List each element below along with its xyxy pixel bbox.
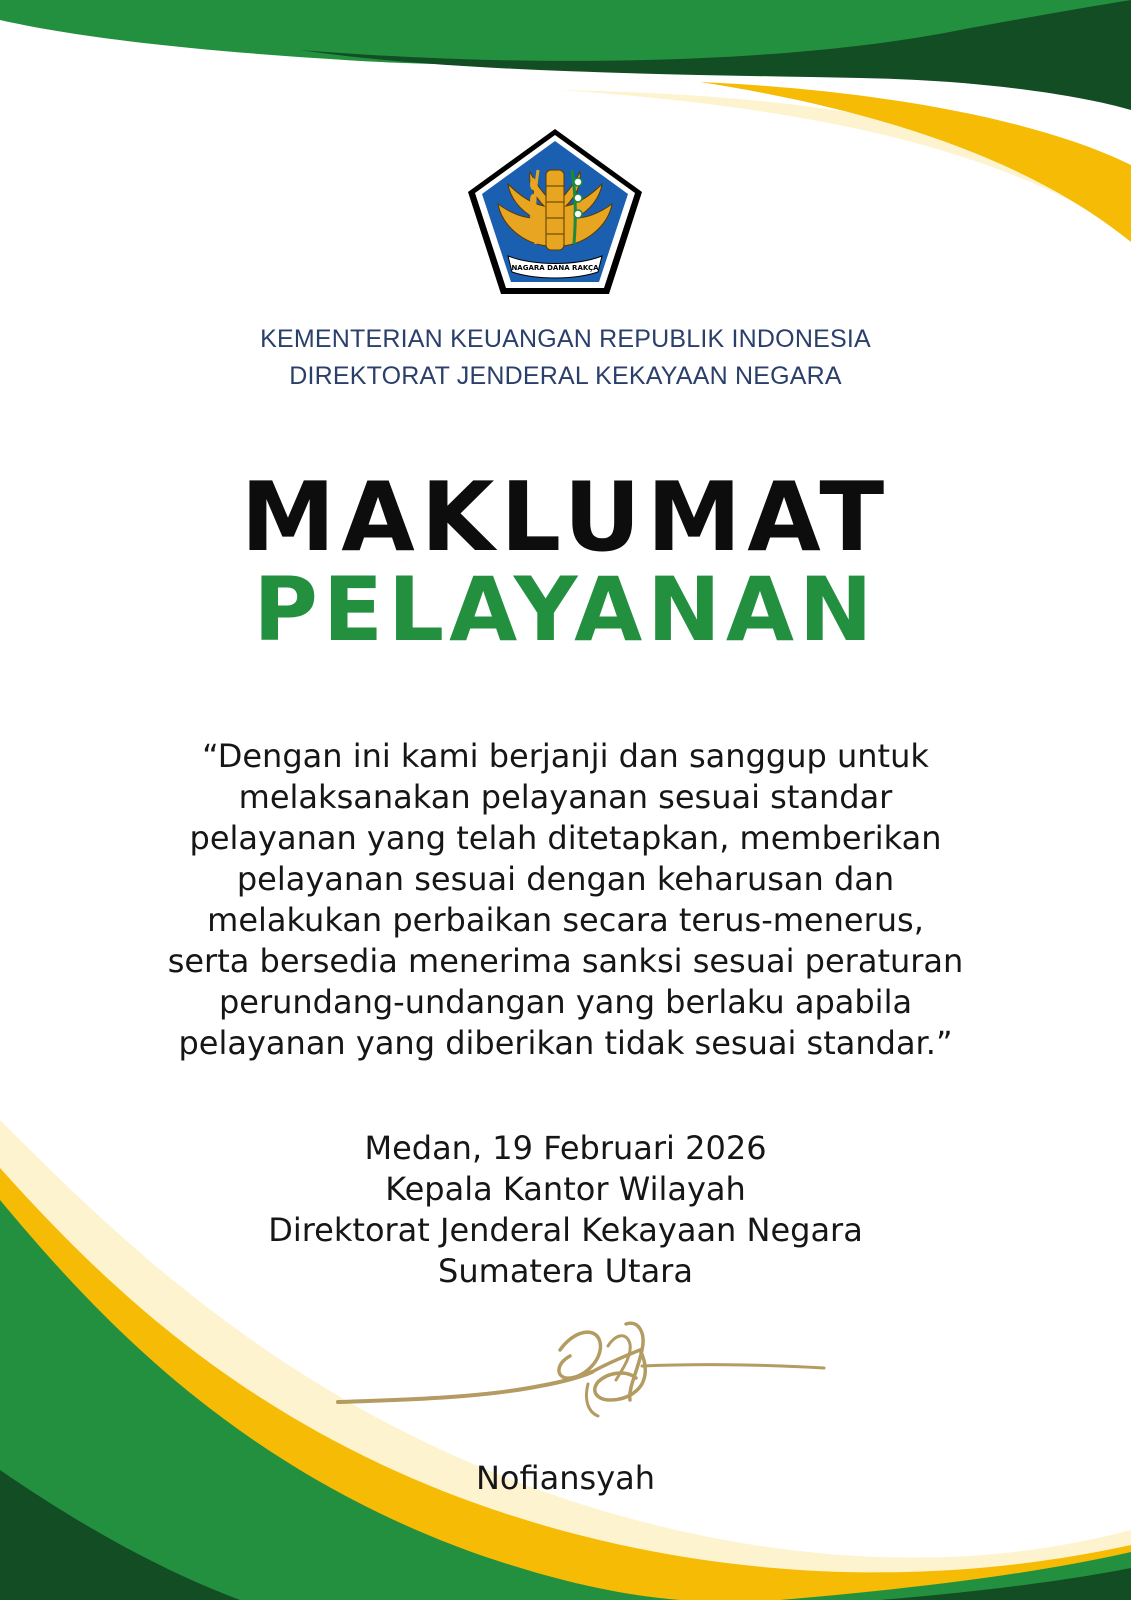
statement-line: serta bersedia menerima sanksi sesuai peraturan bbox=[167, 942, 964, 980]
ministry-line-2: DIREKTORAT JENDERAL KEKAYAAN NEGARA bbox=[289, 362, 842, 390]
ministry-line-1: KEMENTERIAN KEUANGAN REPUBLIK INDONESIA bbox=[260, 325, 871, 353]
service-statement bbox=[0, 736, 1131, 1064]
statement-line: pelayanan sesuai dengan keharusan dan bbox=[236, 860, 895, 898]
handwritten-signature bbox=[330, 1320, 850, 1450]
statement-line: melaksanakan pelayanan sesuai standar bbox=[238, 778, 893, 816]
title-maklumat: MAKLUMAT bbox=[240, 463, 891, 573]
signer-name: Nofiansyah bbox=[475, 1459, 656, 1497]
kemenkeu-emblem bbox=[464, 126, 646, 298]
ministry-header bbox=[0, 321, 1131, 395]
statement-line: pelayanan yang diberikan tidak sesuai standar.” bbox=[178, 1024, 953, 1062]
statement-line: perundang-undangan yang berlaku apabila bbox=[218, 983, 913, 1021]
statement-line: “Dengan ini kami berjanji dan sanggup untuk bbox=[202, 737, 929, 775]
position-line-2: Direktorat Jenderal Kekayaan Negara bbox=[268, 1211, 863, 1249]
title-pelayanan: PELAYANAN bbox=[253, 558, 878, 661]
svg-text:NAGARA DANA RAKÇA: NAGARA DANA RAKÇA bbox=[511, 264, 599, 272]
signature-block bbox=[0, 1128, 1131, 1292]
statement-line: melakukan perbaikan secara terus-menerus, bbox=[207, 901, 924, 939]
statement-line: pelayanan yang telah ditetapkan, memberikan bbox=[189, 819, 942, 857]
place-date: Medan, 19 Februari 2026 bbox=[364, 1129, 767, 1167]
position-line-1: Kepala Kantor Wilayah bbox=[385, 1170, 746, 1208]
position-line-3: Sumatera Utara bbox=[438, 1252, 693, 1290]
